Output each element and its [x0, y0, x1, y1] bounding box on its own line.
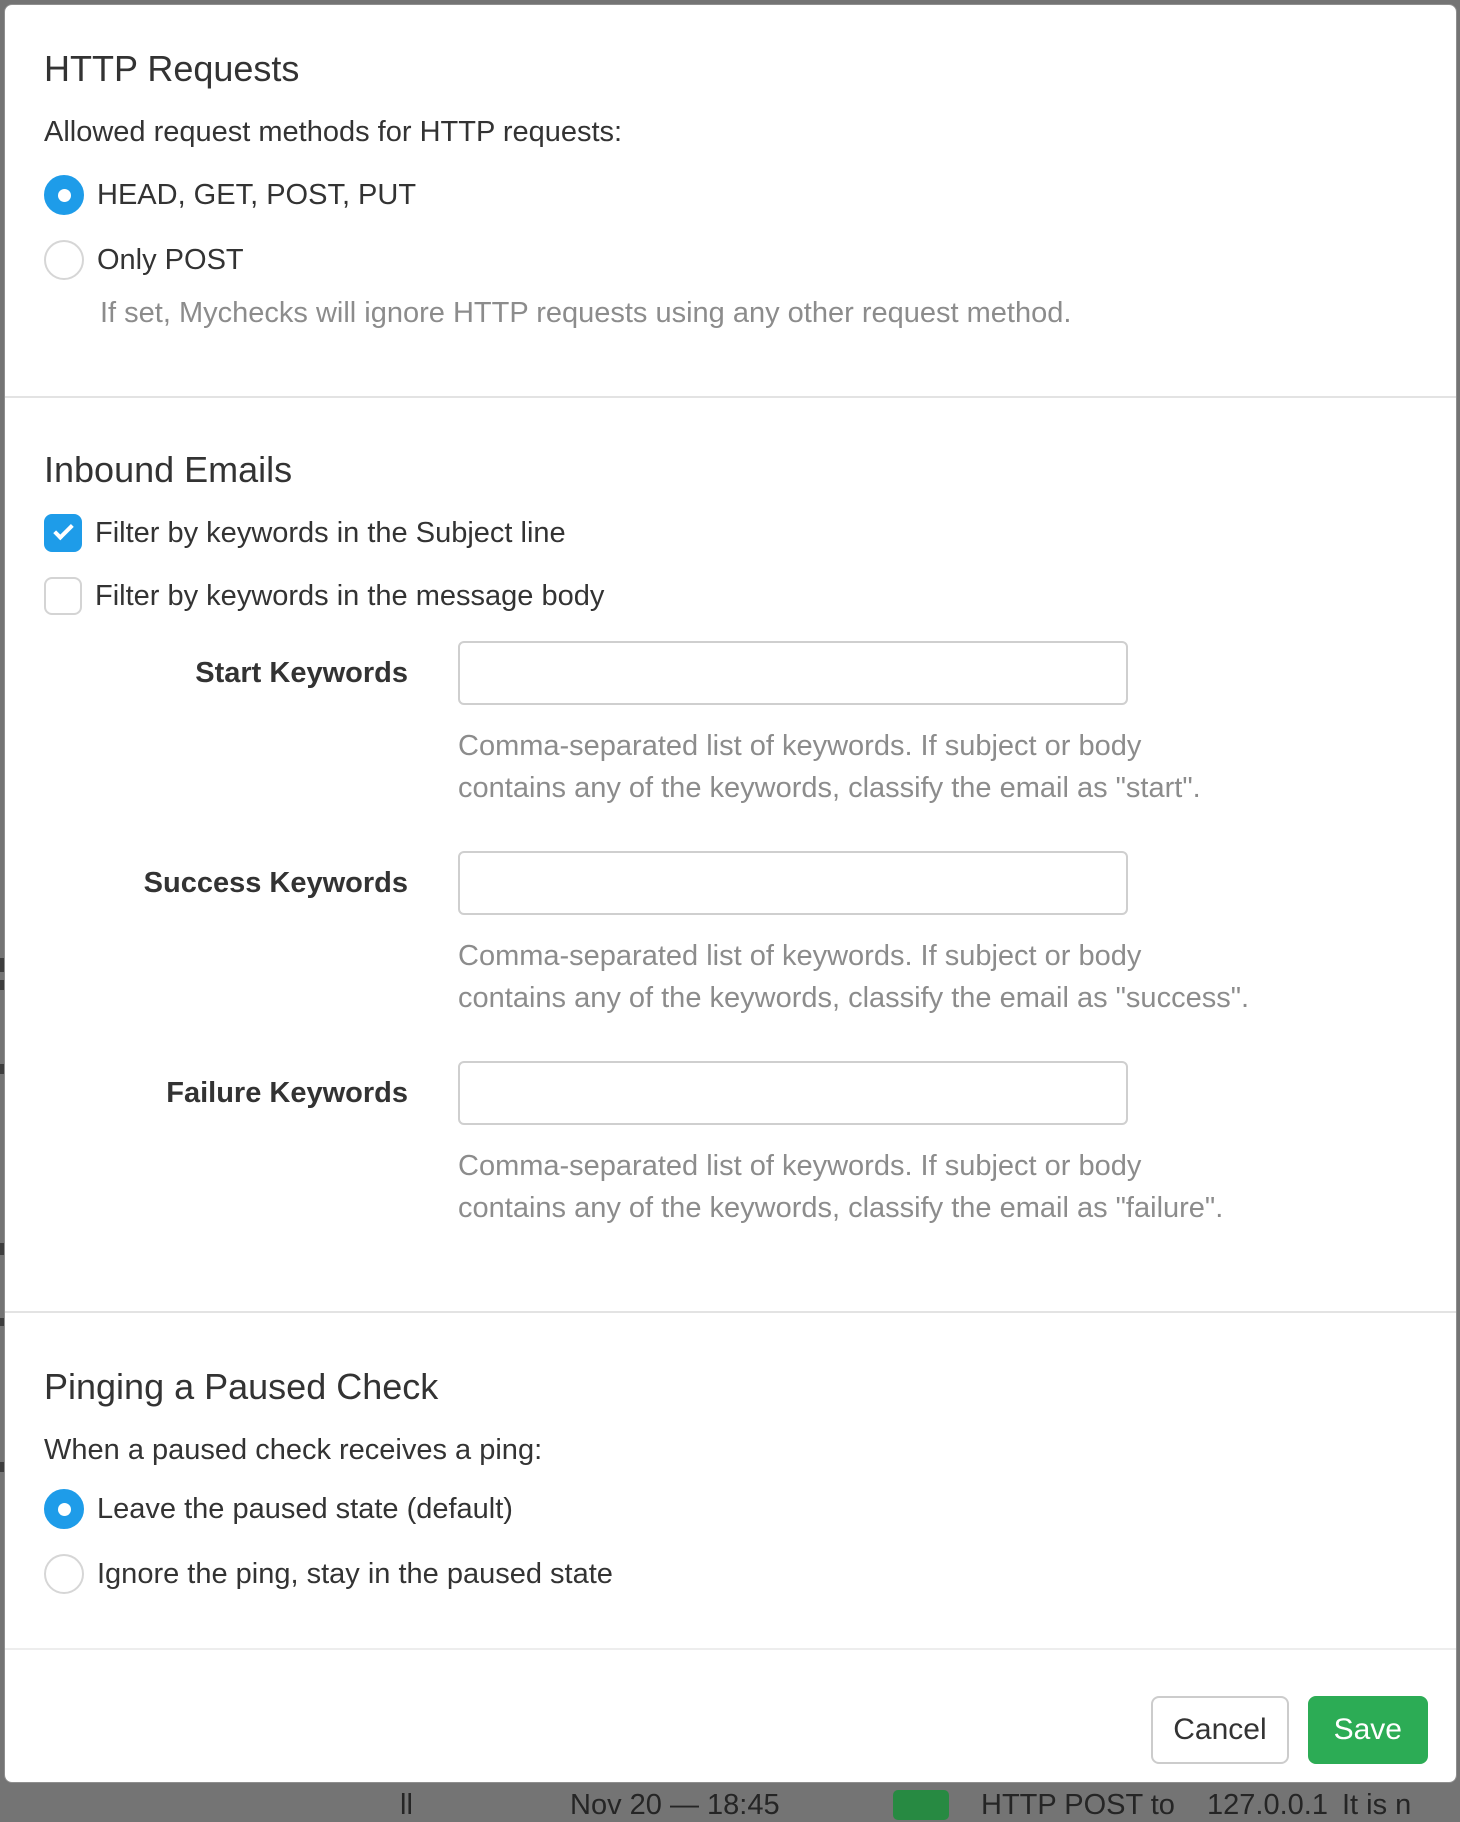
http-requests-intro: Allowed request methods for HTTP requests: — [44, 116, 623, 148]
http-requests-title: HTTP Requests — [44, 48, 300, 89]
cancel-button[interactable]: Cancel — [1151, 1696, 1288, 1764]
success-keywords-help: Comma-separated list of keywords. If subject or body contains any of the keywords, classify the email as "success". — [458, 940, 1250, 1014]
success-keywords-input[interactable] — [458, 851, 1128, 915]
backdrop-bottom-strip — [0, 1783, 1460, 1821]
pinging-paused-intro: When a paused check receives a ping: — [44, 1434, 543, 1466]
success-keywords-group — [44, 851, 1417, 1019]
radio-row-methods-only-post[interactable] — [44, 240, 1417, 280]
checkbox-checked-icon[interactable] — [44, 514, 82, 552]
failure-keywords-label: Failure Keywords — [166, 1076, 408, 1109]
background-row-ip-fragment: 127.0.0.1 — [1207, 1789, 1328, 1821]
save-button[interactable]: Save — [1308, 1696, 1428, 1764]
start-keywords-input[interactable] — [458, 641, 1128, 705]
background-row-fragment: ll — [400, 1789, 413, 1821]
pinging-paused-title: Pinging a Paused Check — [44, 1366, 439, 1407]
inbound-emails-title: Inbound Emails — [44, 449, 293, 490]
success-keywords-label: Success Keywords — [143, 866, 408, 899]
failure-keywords-group — [44, 1061, 1417, 1229]
radio-row-methods-all[interactable] — [44, 175, 1417, 215]
start-keywords-group — [44, 641, 1417, 809]
radio-selected-icon[interactable] — [44, 175, 84, 215]
background-row-text-fragment: It is n — [1342, 1789, 1412, 1821]
radio-label[interactable]: Ignore the ping, stay in the paused state — [97, 1557, 613, 1590]
background-row-date-fragment: Nov 20 — 18:45 — [570, 1789, 780, 1821]
failure-keywords-input[interactable] — [458, 1061, 1128, 1125]
http-requests-section — [5, 5, 1456, 396]
radio-label[interactable]: Leave the paused state (default) — [97, 1492, 513, 1525]
checkbox-label[interactable]: Filter by keywords in the Subject line — [95, 516, 566, 549]
inbound-emails-section — [5, 396, 1456, 1311]
background-row-method-fragment: HTTP POST to — [981, 1789, 1175, 1821]
radio-row-ignore-ping[interactable] — [44, 1554, 1417, 1594]
failure-keywords-help: Comma-separated list of keywords. If subject or body contains any of the keywords, classify the email as "failure". — [458, 1150, 1224, 1224]
start-keywords-label: Start Keywords — [195, 656, 408, 689]
checkbox-label[interactable]: Filter by keywords in the message body — [95, 579, 605, 612]
http-requests-note: If set, Mychecks will ignore HTTP requests using any other request method. — [100, 297, 1072, 329]
radio-row-leave-paused[interactable] — [44, 1489, 1417, 1529]
radio-unselected-icon[interactable] — [44, 1554, 84, 1594]
checkbox-unchecked-icon[interactable] — [44, 577, 82, 615]
radio-label[interactable]: HEAD, GET, POST, PUT — [97, 178, 417, 211]
modal-footer — [5, 1648, 1456, 1782]
start-keywords-help: Comma-separated list of keywords. If subject or body contains any of the keywords, classify the email as "start". — [458, 730, 1201, 804]
checkbox-row-filter-body[interactable] — [44, 577, 1417, 615]
check-settings-modal — [4, 4, 1457, 1783]
background-status-badge — [893, 1790, 949, 1820]
radio-unselected-icon[interactable] — [44, 240, 84, 280]
checkbox-row-filter-subject[interactable] — [44, 514, 1417, 552]
radio-label[interactable]: Only POST — [97, 243, 244, 276]
radio-selected-icon[interactable] — [44, 1489, 84, 1529]
pinging-paused-section — [5, 1311, 1456, 1648]
checkmark-icon — [53, 520, 74, 541]
